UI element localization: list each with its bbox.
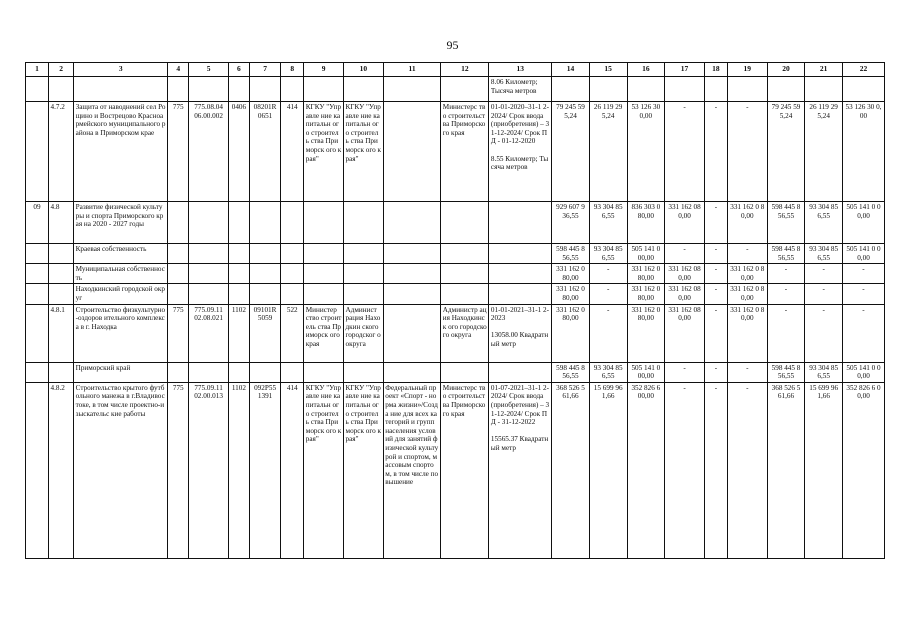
cell-col-1 xyxy=(26,77,49,102)
column-header: 21 xyxy=(805,63,843,77)
cell-col-12 xyxy=(441,77,489,102)
column-number-row xyxy=(26,63,885,77)
cell-col-2 xyxy=(49,284,74,304)
cell-col-22: 53 126 30 0,00 xyxy=(842,102,884,202)
column-header: 10 xyxy=(344,63,384,77)
cell-col-12 xyxy=(441,264,489,284)
cell-col-1 xyxy=(26,362,49,382)
cell-col-9 xyxy=(304,202,344,244)
column-header: 11 xyxy=(383,63,441,77)
cell-col-20 xyxy=(767,77,805,102)
column-header: 8 xyxy=(281,63,304,77)
cell-col-21: 93 304 85 6,55 xyxy=(805,244,843,264)
cell-col-4: 775 xyxy=(168,304,189,362)
cell-col-19: - xyxy=(727,102,767,202)
cell-col-9 xyxy=(304,264,344,284)
cell-col-9 xyxy=(304,362,344,382)
cell-col-17: - xyxy=(665,102,705,202)
cell-col-9: Министер ство строитель ства Приморск ого края xyxy=(304,304,344,362)
cell-col-3: Строительство крытого футбольного манежа в г.Владивостоке, в том числе проектно-изыскательс кие работы xyxy=(74,382,168,558)
cell-col-5 xyxy=(189,264,229,284)
cell-col-10: Админист рация Находкин ского городског о округа xyxy=(344,304,384,362)
cell-col-21: - xyxy=(805,284,843,304)
cell-col-21: - xyxy=(805,304,843,362)
cell-col-1 xyxy=(26,244,49,264)
cell-col-16: 53 126 30 0,00 xyxy=(627,102,665,202)
cell-col-22: 505 141 0 00,00 xyxy=(842,362,884,382)
cell-col-18: - xyxy=(704,304,727,362)
cell-col-10 xyxy=(344,264,384,284)
cell-col-13: 8.06 Километр; Тысяча метров xyxy=(489,77,552,102)
cell-col-7 xyxy=(249,264,280,284)
column-header: 13 xyxy=(489,63,552,77)
column-header: 20 xyxy=(767,63,805,77)
cell-col-7: 09101R 5059 xyxy=(249,304,280,362)
cell-col-10 xyxy=(344,202,384,244)
cell-col-8: 522 xyxy=(281,304,304,362)
cell-col-9 xyxy=(304,244,344,264)
cell-col-4 xyxy=(168,202,189,244)
cell-col-8 xyxy=(281,362,304,382)
cell-col-19: 331 162 0 80,00 xyxy=(727,304,767,362)
cell-col-8 xyxy=(281,264,304,284)
cell-col-6: 1102 xyxy=(228,382,249,558)
cell-col-18: - xyxy=(704,382,727,558)
table-row xyxy=(26,382,885,558)
cell-col-14 xyxy=(552,77,590,102)
cell-col-4 xyxy=(168,77,189,102)
cell-col-14: 331 162 0 80,00 xyxy=(552,284,590,304)
cell-col-19: 331 162 0 80,00 xyxy=(727,264,767,284)
page-number: 95 xyxy=(446,38,459,52)
table-row xyxy=(26,304,885,362)
cell-col-1 xyxy=(26,264,49,284)
cell-col-16: 352 826 6 00,00 xyxy=(627,382,665,558)
cell-col-11: Федеральный проект «Спорт - норма жизни»/Созда ние для всех категорий и групп населения условий для занятий физической культурой и спортом, массовым спортом, в том числе повышение xyxy=(383,382,441,558)
column-header: 12 xyxy=(441,63,489,77)
cell-col-15: 26 119 29 5,24 xyxy=(589,102,627,202)
cell-col-11 xyxy=(383,244,441,264)
cell-col-12 xyxy=(441,284,489,304)
cell-col-19: 331 162 0 80,00 xyxy=(727,284,767,304)
table-row xyxy=(26,202,885,244)
cell-col-4: 775 xyxy=(168,102,189,202)
cell-col-18: - xyxy=(704,202,727,244)
cell-col-22: 505 141 0 00,00 xyxy=(842,244,884,264)
cell-col-1 xyxy=(26,382,49,558)
cell-col-2: 4.8.1 xyxy=(49,304,74,362)
cell-col-14: 368 526 5 61,66 xyxy=(552,382,590,558)
column-header: 2 xyxy=(49,63,74,77)
cell-col-7 xyxy=(249,77,280,102)
cell-col-13 xyxy=(489,362,552,382)
cell-col-5 xyxy=(189,244,229,264)
cell-col-17: 331 162 080,00 xyxy=(665,264,705,284)
cell-col-6: 1102 xyxy=(228,304,249,362)
budget-table xyxy=(25,62,885,559)
cell-col-20: 368 526 5 61,66 xyxy=(767,382,805,558)
cell-col-2 xyxy=(49,362,74,382)
cell-col-10: КГКУ "Управле ние капитальн ого строитель ства Приморск ого края" xyxy=(344,382,384,558)
cell-col-15: 93 304 85 6,55 xyxy=(589,202,627,244)
cell-col-3: Развитие физической культуры и спорта Приморского края на 2020 - 2027 годы xyxy=(74,202,168,244)
cell-col-6 xyxy=(228,362,249,382)
cell-col-13: 01-07-2021–31-1 2-2024/ Срок ввода (приобретения) – 31-12-2024/ Срок ПД - 31-12-2022 15565.37 Квадратный метр xyxy=(489,382,552,558)
cell-col-14: 598 445 8 56,55 xyxy=(552,362,590,382)
cell-col-21 xyxy=(805,77,843,102)
table-row xyxy=(26,362,885,382)
table-row xyxy=(26,284,885,304)
cell-col-8 xyxy=(281,284,304,304)
cell-col-8 xyxy=(281,244,304,264)
cell-col-1 xyxy=(26,284,49,304)
cell-col-6 xyxy=(228,264,249,284)
cell-col-6 xyxy=(228,202,249,244)
column-header: 3 xyxy=(74,63,168,77)
column-header: 7 xyxy=(249,63,280,77)
cell-col-2: 4.8.2 xyxy=(49,382,74,558)
cell-col-13 xyxy=(489,284,552,304)
cell-col-18: - xyxy=(704,244,727,264)
cell-col-21: 93 304 85 6,55 xyxy=(805,202,843,244)
cell-col-3: Краевая собственность xyxy=(74,244,168,264)
cell-col-2 xyxy=(49,264,74,284)
cell-col-17: - xyxy=(665,362,705,382)
table-row xyxy=(26,264,885,284)
column-header: 9 xyxy=(304,63,344,77)
cell-col-10: КГКУ "Управле ние капитальн ого строитель ства Приморск ого края" xyxy=(344,102,384,202)
cell-col-8: 414 xyxy=(281,102,304,202)
cell-col-15: - xyxy=(589,304,627,362)
cell-col-7 xyxy=(249,362,280,382)
cell-col-20: 598 445 8 56,55 xyxy=(767,244,805,264)
cell-col-16: 331 162 0 80,00 xyxy=(627,264,665,284)
cell-col-20: 79 245 59 5,24 xyxy=(767,102,805,202)
cell-col-8 xyxy=(281,77,304,102)
cell-col-5 xyxy=(189,202,229,244)
cell-col-6 xyxy=(228,77,249,102)
cell-col-20: 598 445 8 56,55 xyxy=(767,202,805,244)
cell-col-4 xyxy=(168,244,189,264)
cell-col-22: 505 141 0 00,00 xyxy=(842,202,884,244)
column-header: 17 xyxy=(665,63,705,77)
cell-col-21: - xyxy=(805,264,843,284)
cell-col-18: - xyxy=(704,362,727,382)
cell-col-20: - xyxy=(767,284,805,304)
cell-col-11 xyxy=(383,264,441,284)
cell-col-7: 08201R 0651 xyxy=(249,102,280,202)
cell-col-19: 331 162 0 80,00 xyxy=(727,202,767,244)
cell-col-9: КГКУ "Управле ние капитальн ого строитель ства Приморск ого края" xyxy=(304,102,344,202)
column-header: 6 xyxy=(228,63,249,77)
cell-col-12 xyxy=(441,244,489,264)
cell-col-17: 331 162 080,00 xyxy=(665,304,705,362)
cell-col-11 xyxy=(383,284,441,304)
cell-col-22 xyxy=(842,77,884,102)
cell-col-17 xyxy=(665,77,705,102)
column-header: 4 xyxy=(168,63,189,77)
cell-col-20: - xyxy=(767,264,805,284)
cell-col-7 xyxy=(249,202,280,244)
column-header: 22 xyxy=(842,63,884,77)
cell-col-16: 505 141 0 00,00 xyxy=(627,362,665,382)
cell-col-18 xyxy=(704,77,727,102)
continuation-row xyxy=(26,77,885,102)
cell-col-19: - xyxy=(727,382,767,558)
cell-col-3: Защита от наводнений сел Рощино и Вострецово Красноармейского муниципального района в Приморском крае xyxy=(74,102,168,202)
cell-col-15: - xyxy=(589,284,627,304)
column-header: 16 xyxy=(627,63,665,77)
cell-col-15 xyxy=(589,77,627,102)
cell-col-4 xyxy=(168,284,189,304)
cell-col-9 xyxy=(304,284,344,304)
cell-col-21: 15 699 96 1,66 xyxy=(805,382,843,558)
cell-col-16: 331 162 0 80,00 xyxy=(627,304,665,362)
cell-col-16 xyxy=(627,77,665,102)
cell-col-16: 505 141 0 00,00 xyxy=(627,244,665,264)
cell-col-22: - xyxy=(842,284,884,304)
column-header: 5 xyxy=(189,63,229,77)
cell-col-2: 4.7.2 xyxy=(49,102,74,202)
cell-col-20: 598 445 8 56,55 xyxy=(767,362,805,382)
cell-col-17: 331 162 080,00 xyxy=(665,202,705,244)
cell-col-14: 331 162 0 80,00 xyxy=(552,304,590,362)
cell-col-11 xyxy=(383,202,441,244)
cell-col-5 xyxy=(189,77,229,102)
cell-col-10 xyxy=(344,284,384,304)
cell-col-12 xyxy=(441,202,489,244)
cell-col-22: - xyxy=(842,264,884,284)
cell-col-19: - xyxy=(727,244,767,264)
cell-col-7 xyxy=(249,244,280,264)
column-header: 1 xyxy=(26,63,49,77)
cell-col-14: 598 445 8 56,55 xyxy=(552,244,590,264)
cell-col-14: 929 607 9 36,55 xyxy=(552,202,590,244)
cell-col-3 xyxy=(74,77,168,102)
column-header: 19 xyxy=(727,63,767,77)
cell-col-19 xyxy=(727,77,767,102)
table-row xyxy=(26,244,885,264)
cell-col-5: 775.09.11 02.00.013 xyxy=(189,382,229,558)
cell-col-2 xyxy=(49,77,74,102)
cell-col-1 xyxy=(26,102,49,202)
cell-col-5 xyxy=(189,362,229,382)
cell-col-14: 79 245 59 5,24 xyxy=(552,102,590,202)
cell-col-17: - xyxy=(665,244,705,264)
table-row xyxy=(26,102,885,202)
cell-col-13 xyxy=(489,202,552,244)
cell-col-20: - xyxy=(767,304,805,362)
cell-col-15: 15 699 96 1,66 xyxy=(589,382,627,558)
cell-col-5: 775.09.11 02.08.021 xyxy=(189,304,229,362)
column-header: 14 xyxy=(552,63,590,77)
cell-col-4 xyxy=(168,362,189,382)
cell-col-12: Администр ация Находкинск ого городского округа xyxy=(441,304,489,362)
cell-col-13: 01-01-2021–31-1 2-2023 13058.00 Квадратный метр xyxy=(489,304,552,362)
cell-col-17: - xyxy=(665,382,705,558)
cell-col-15: - xyxy=(589,264,627,284)
cell-col-19: - xyxy=(727,362,767,382)
cell-col-13 xyxy=(489,264,552,284)
cell-col-3: Строительство физкультурно-оздоров ительного комплекса в г. Находка xyxy=(74,304,168,362)
cell-col-8 xyxy=(281,202,304,244)
cell-col-18: - xyxy=(704,102,727,202)
cell-col-11 xyxy=(383,362,441,382)
cell-col-10 xyxy=(344,244,384,264)
cell-col-11 xyxy=(383,77,441,102)
cell-col-10 xyxy=(344,77,384,102)
cell-col-1 xyxy=(26,304,49,362)
cell-col-4 xyxy=(168,264,189,284)
cell-col-12 xyxy=(441,362,489,382)
cell-col-11 xyxy=(383,102,441,202)
cell-col-6 xyxy=(228,284,249,304)
cell-col-11 xyxy=(383,304,441,362)
cell-col-2: 4.8 xyxy=(49,202,74,244)
cell-col-13 xyxy=(489,244,552,264)
cell-col-5 xyxy=(189,284,229,304)
cell-col-5: 775.08.04 06.00.002 xyxy=(189,102,229,202)
cell-col-6 xyxy=(228,244,249,264)
cell-col-6: 0406 xyxy=(228,102,249,202)
cell-col-14: 331 162 0 80,00 xyxy=(552,264,590,284)
cell-col-22: - xyxy=(842,304,884,362)
cell-col-18: - xyxy=(704,264,727,284)
cell-col-16: 331 162 0 80,00 xyxy=(627,284,665,304)
cell-col-3: Находкинский городской округ xyxy=(74,284,168,304)
cell-col-9 xyxy=(304,77,344,102)
cell-col-21: 93 304 85 6,55 xyxy=(805,362,843,382)
cell-col-18: - xyxy=(704,284,727,304)
column-header: 15 xyxy=(589,63,627,77)
cell-col-13: 01-01-2020–31-1 2-2024/ Срок ввода (приобретения) – 31-12-2024/ Срок ПД - 01-12-2020 8.55 Километр; Тысяча метров xyxy=(489,102,552,202)
cell-col-9: КГКУ "Управле ние капитальн ого строитель ства Приморск ого края" xyxy=(304,382,344,558)
cell-col-16: 836 303 0 80,00 xyxy=(627,202,665,244)
cell-col-3: Муниципальная собственность xyxy=(74,264,168,284)
cell-col-4: 775 xyxy=(168,382,189,558)
cell-col-21: 26 119 29 5,24 xyxy=(805,102,843,202)
cell-col-7: 092P55 1391 xyxy=(249,382,280,558)
cell-col-2 xyxy=(49,244,74,264)
cell-col-12: Министерс тво строительст ва Приморско го края xyxy=(441,102,489,202)
cell-col-8: 414 xyxy=(281,382,304,558)
cell-col-15: 93 304 85 6,55 xyxy=(589,244,627,264)
column-header: 18 xyxy=(704,63,727,77)
cell-col-1: 09 xyxy=(26,202,49,244)
cell-col-7 xyxy=(249,284,280,304)
cell-col-3: Приморский край xyxy=(74,362,168,382)
cell-col-17: 331 162 080,00 xyxy=(665,284,705,304)
cell-col-10 xyxy=(344,362,384,382)
cell-col-12: Министерс тво строительст ва Приморско го края xyxy=(441,382,489,558)
cell-col-22: 352 826 6 00,00 xyxy=(842,382,884,558)
cell-col-15: 93 304 85 6,55 xyxy=(589,362,627,382)
